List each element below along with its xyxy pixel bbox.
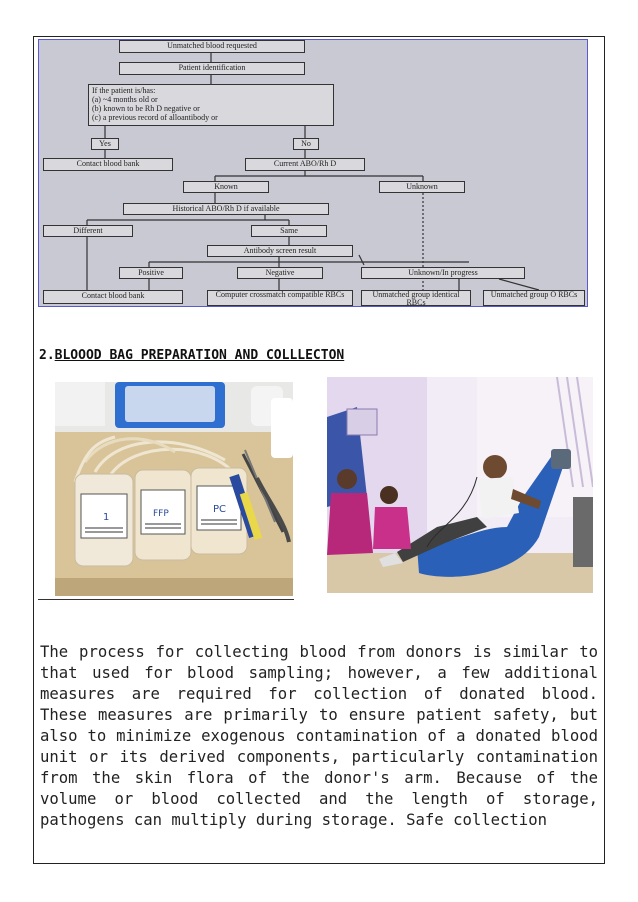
- known-box: [183, 181, 269, 193]
- unknown-box: [379, 181, 465, 193]
- negative-box: [237, 267, 323, 279]
- bag-label-1: 1: [103, 512, 110, 523]
- blood-request-flowchart: [38, 39, 588, 307]
- criteria-line: (a) ~4 months old or: [92, 95, 158, 104]
- historical-abo-text: Historical ABO/Rh D if available: [172, 204, 280, 213]
- computer-crossmatch-text: Computer crossmatch compatible RBCs: [215, 290, 345, 299]
- body-paragraph: The process for collecting blood from donors is similar to that used for blood sampling; however, a few additional measures are required for collection of donated blood. These measures are primarily to ensure patient safety, but also to minimize exogenous contamination of a donated blood unit or its derived components, particularly contamination from the skin flora of the donor's arm. Because of the volume or blood collected and the length of storage, pathogens can multiply during storage. Safe collection: [40, 643, 598, 829]
- blood-bags-photo: [55, 382, 293, 596]
- current-abo-text: Current ABO/Rh D: [273, 159, 337, 168]
- unmatched-request-box: [119, 40, 305, 53]
- yes-text: Yes: [99, 139, 111, 148]
- positive-box: [119, 267, 183, 279]
- section-heading: [39, 348, 344, 363]
- bag-label-pc: PC: [213, 504, 227, 515]
- computer-crossmatch-box: [207, 290, 353, 306]
- same-box: [251, 225, 327, 237]
- historical-abo-box: [123, 203, 329, 215]
- different-box: [43, 225, 133, 237]
- unmatched-o-text: Unmatched group O RBCs: [490, 290, 578, 299]
- antibody-screen-text: Antibody screen result: [243, 246, 317, 255]
- contact-blood-bank-2-box: [43, 290, 183, 304]
- yes-box: [91, 138, 119, 150]
- patient-id-box: [119, 62, 305, 75]
- section-title: BLOOOD BAG PREPARATION AND COLLLECTON: [54, 348, 345, 363]
- antibody-screen-box: [207, 245, 353, 257]
- contact-blood-bank-2-text: Contact blood bank: [81, 291, 145, 300]
- bag-label-ffp: FFP: [153, 509, 169, 519]
- negative-text: Negative: [265, 268, 295, 277]
- contact-blood-bank-box: [43, 158, 173, 171]
- known-text: Known: [214, 182, 238, 191]
- section-number: 2.: [39, 348, 55, 363]
- criteria-line: (c) a previous record of alloantibody or: [92, 113, 218, 122]
- positive-text: Positive: [138, 268, 164, 277]
- unknown-text: Unknown: [406, 182, 438, 191]
- unmatched-o-box: [483, 290, 585, 306]
- no-text: No: [301, 139, 311, 148]
- same-text: Same: [280, 226, 298, 235]
- different-text: Different: [73, 226, 103, 235]
- unknown-in-progress-text: Unknown/In progress: [408, 268, 478, 277]
- unmatched-identical-text: Unmatched group identical RBCs: [372, 290, 460, 307]
- criteria-box: [88, 84, 334, 126]
- patient-id-text: Patient identification: [178, 63, 246, 72]
- no-box: [293, 138, 319, 150]
- contact-blood-bank-text: Contact blood bank: [76, 159, 140, 168]
- criteria-line: (b) known to be Rh D negative or: [92, 104, 200, 113]
- unknown-in-progress-box: [361, 267, 525, 279]
- criteria-line: If the patient is/has:: [92, 86, 156, 95]
- blood-donation-photo: [327, 377, 593, 593]
- unmatched-request-text: Unmatched blood requested: [167, 41, 257, 50]
- unmatched-identical-box: [361, 290, 471, 306]
- photo-underline: [38, 599, 294, 600]
- current-abo-box: [245, 158, 365, 171]
